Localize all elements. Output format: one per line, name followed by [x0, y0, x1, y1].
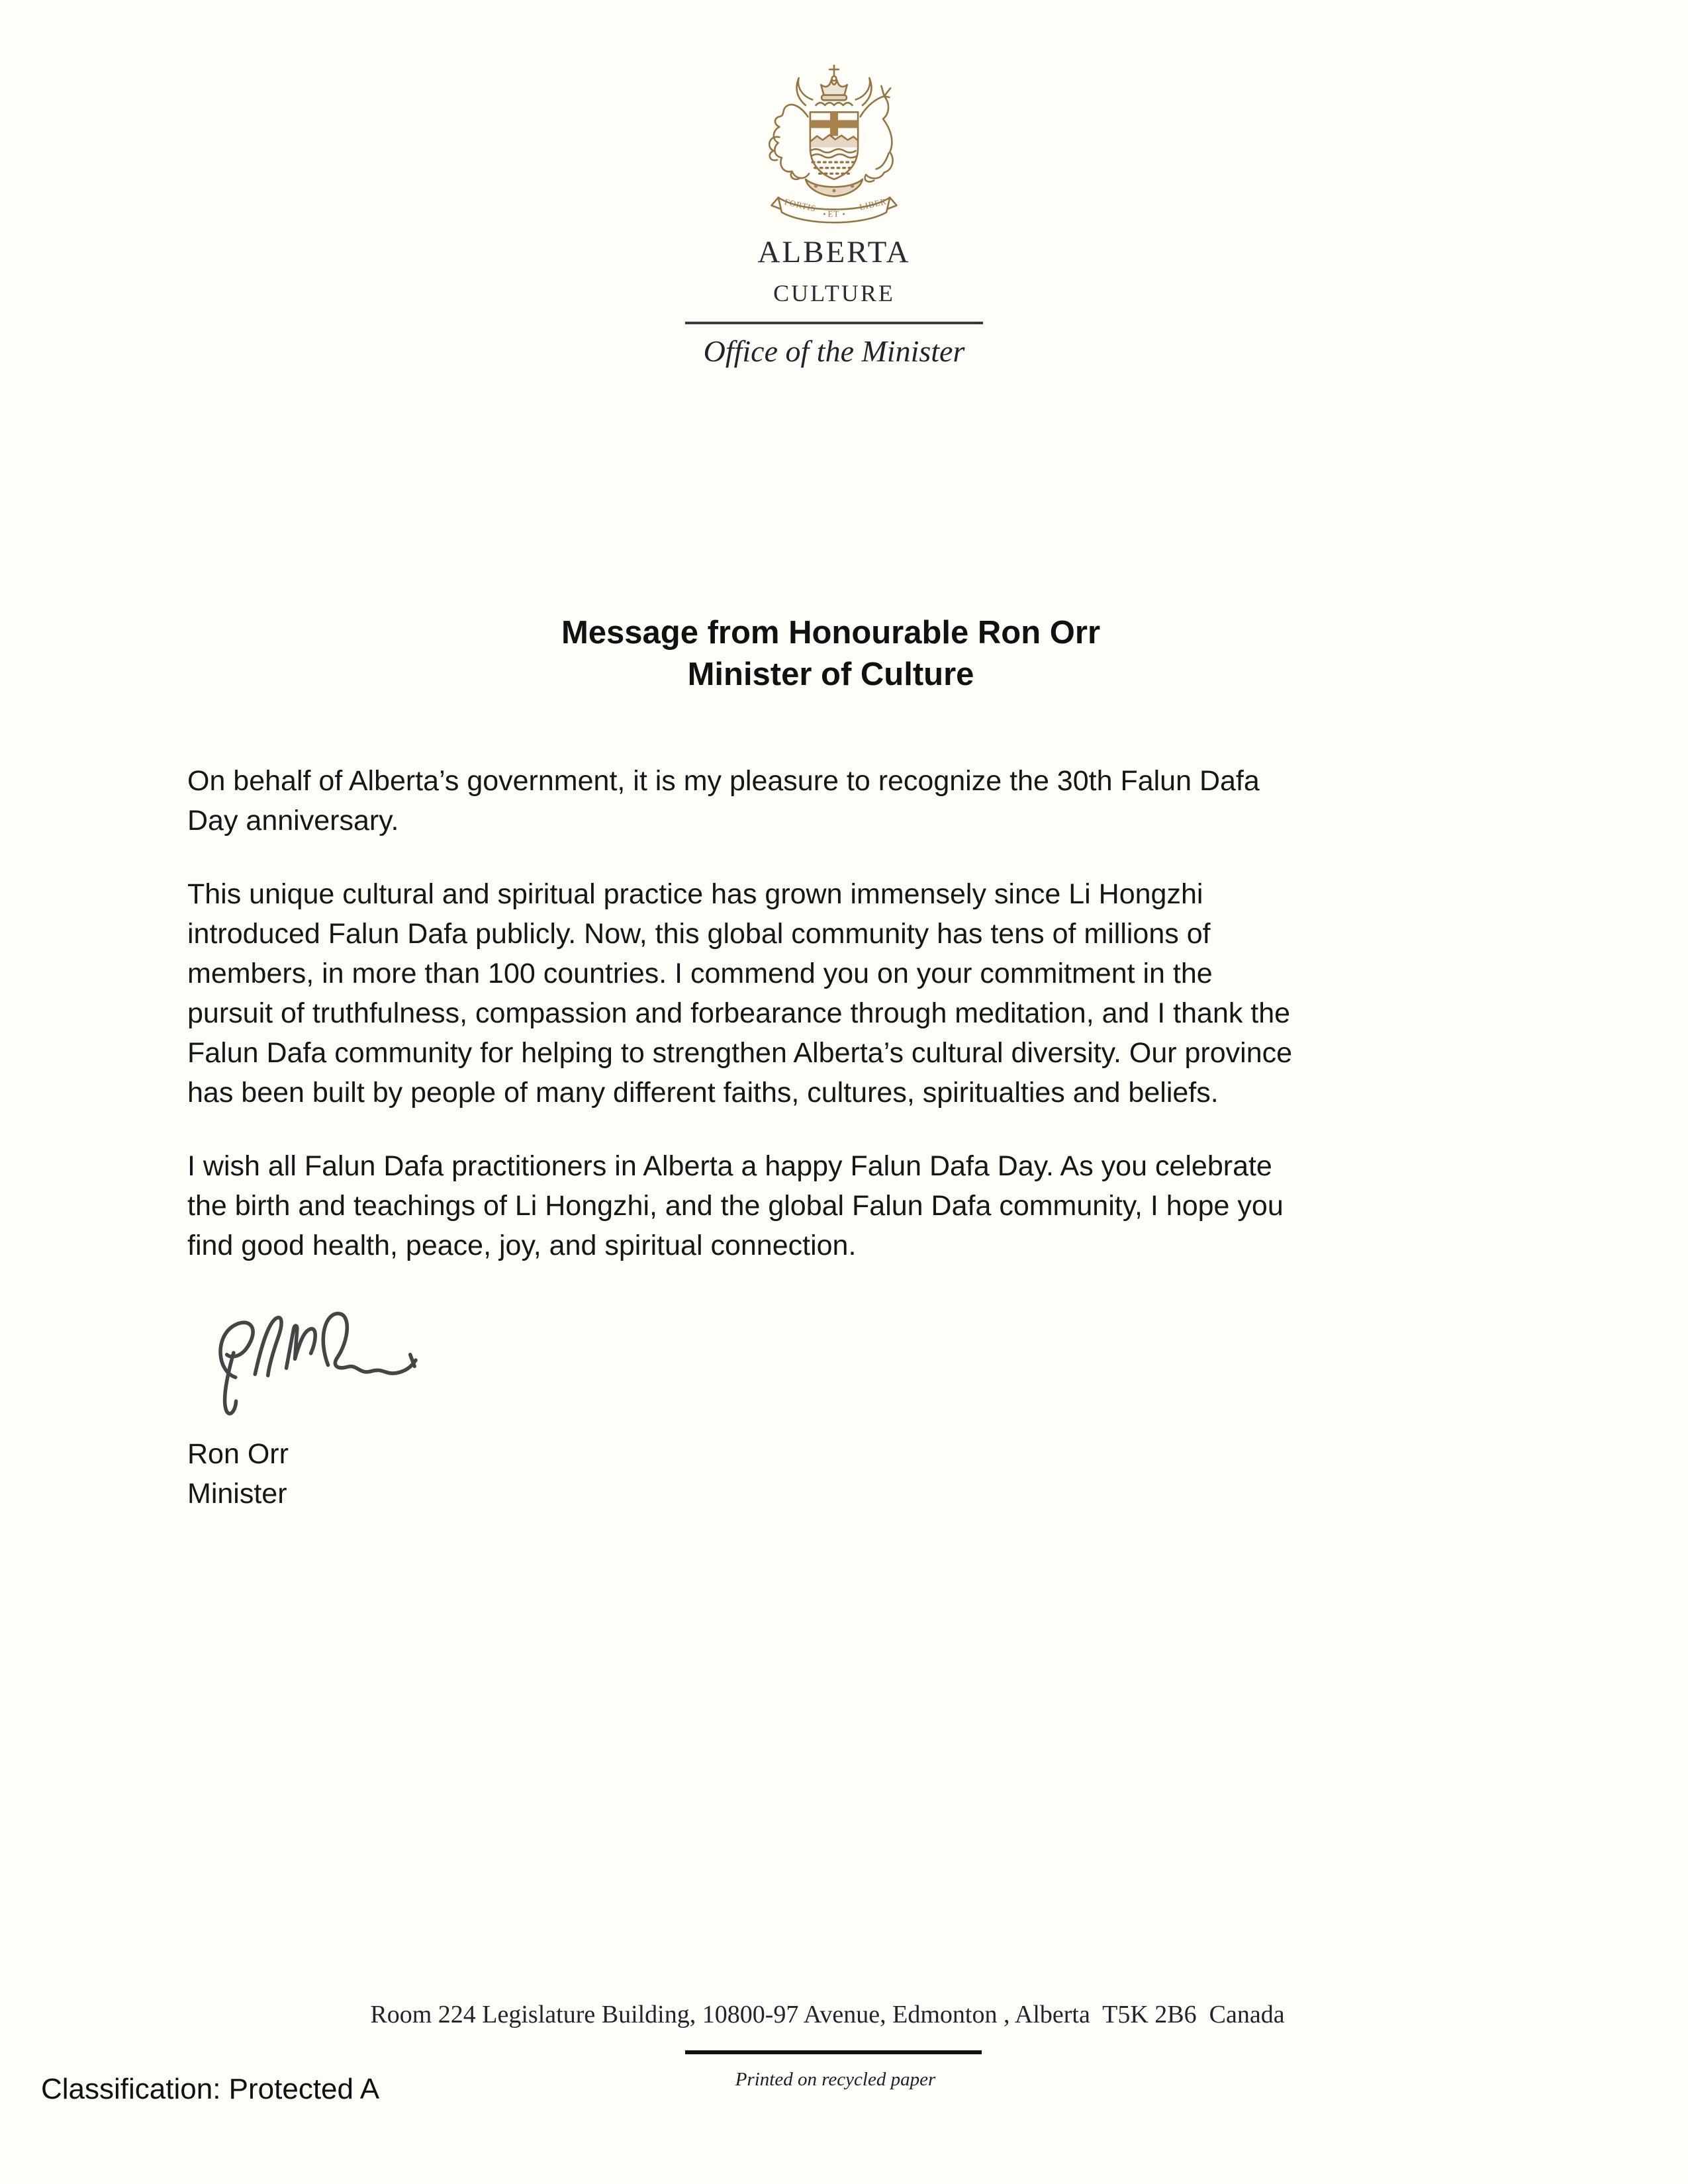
crest-motto-left: FORTIS	[783, 197, 818, 214]
dept-name: CULTURE	[773, 280, 895, 306]
paragraph-3	[187, 1146, 1511, 1265]
signature-scribble	[199, 1299, 432, 1424]
crest-motto-mid: ET	[827, 209, 840, 219]
body-line: This unique cultural and spiritual practice has grown immensely since Li Hongzhi	[187, 878, 1203, 910]
paragraph-1	[187, 761, 1511, 841]
paragraph-2	[187, 874, 1511, 1113]
body-line: On behalf of Alberta’s government, it is my pleasure to recognize the 30th Falun Dafa	[187, 765, 1260, 797]
title-line-2: Minister of Culture	[687, 657, 974, 692]
body-line: pursuit of truthfulness, compassion and forbearance through meditation, and I thank the	[187, 997, 1291, 1029]
alberta-coat-of-arms-icon	[749, 61, 919, 228]
letter-body	[187, 761, 1511, 1514]
body-line: find good health, peace, joy, and spiritual connection.	[187, 1230, 857, 1261]
office-of-the-minister-line: Office of the Minister	[703, 334, 965, 368]
signatory-name: Ron Orr	[187, 1438, 289, 1470]
signatory-title: Minister	[187, 1478, 287, 1510]
letterhead-divider	[685, 322, 983, 324]
signature-block	[187, 1434, 1511, 1514]
footer-divider	[685, 2050, 982, 2054]
body-line: the birth and teachings of Li Hongzhi, and the global Falun Dafa community, I hope you	[187, 1190, 1284, 1222]
org-name: ALBERTA	[757, 235, 911, 269]
title-line-1: Message from Honourable Ron Orr	[561, 615, 1101, 651]
body-line: I wish all Falun Dafa practitioners in Alberta a happy Falun Dafa Day. As you celebrate	[187, 1150, 1272, 1182]
recycled-paper-note: Printed on recycled paper	[735, 2069, 936, 2090]
body-line: Falun Dafa community for helping to strengthen Alberta’s cultural diversity. Our province	[187, 1037, 1293, 1069]
classification-label: Classification: Protected A	[41, 2073, 380, 2105]
letterhead	[635, 61, 1033, 369]
crest-motto-right: LIBER	[859, 197, 888, 212]
body-line: has been built by people of many different faiths, cultures, spiritualties and beliefs.	[187, 1077, 1219, 1109]
office-address: Room 224 Legislature Building, 10800-97 Avenue, Edmonton , Alberta T5K 2B6 Canada	[370, 2001, 1285, 2028]
letter-title	[0, 612, 1662, 696]
body-line: Day anniversary.	[187, 805, 399, 837]
body-line: members, in more than 100 countries. I commend you on your commitment in the	[187, 958, 1213, 989]
body-line: introduced Falun Dafa publicly. Now, this global community has tens of millions of	[187, 918, 1211, 950]
